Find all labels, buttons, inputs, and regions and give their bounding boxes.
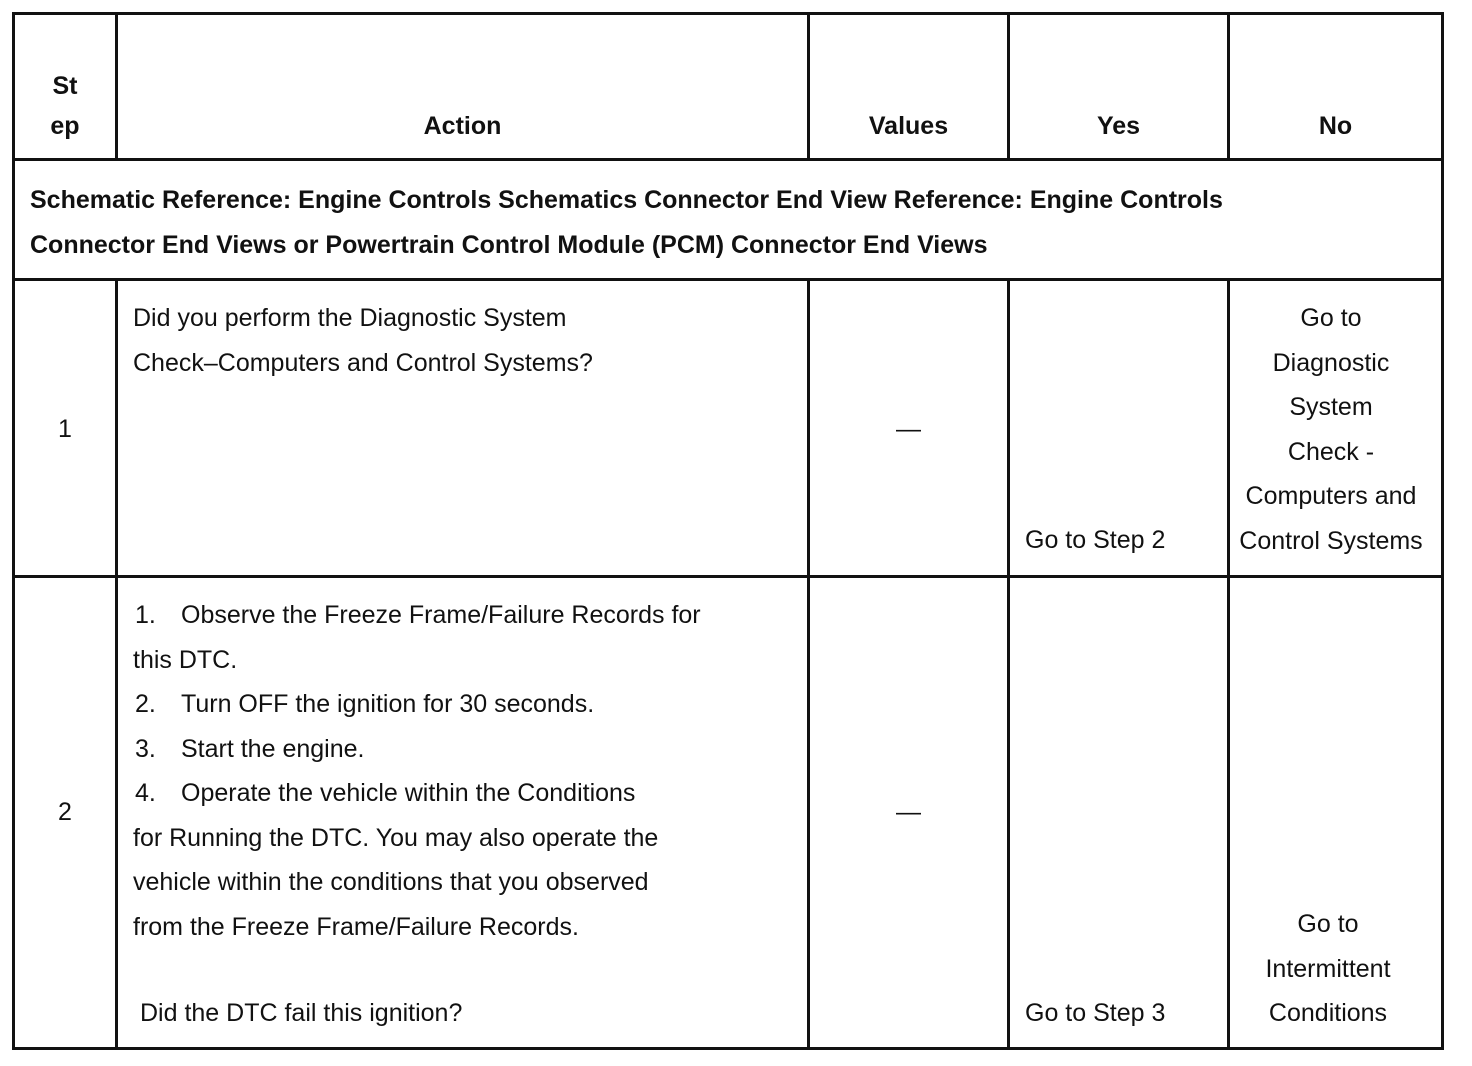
values-cell: — [896, 798, 921, 826]
header-yes-label: Yes [1096, 112, 1141, 140]
values-cell: — [896, 415, 921, 443]
list-number: 4. [135, 779, 156, 807]
list-item-continuation [133, 638, 798, 683]
list-text: Observe the Freeze Frame/Failure Records for [181, 601, 701, 629]
list-number: 3. [135, 734, 156, 763]
action-steps-list [133, 593, 798, 816]
column-divider [1007, 278, 1010, 1047]
header-values-label: Values [868, 112, 949, 140]
yes-cell: Go to Step 2 [1025, 526, 1166, 554]
no-line: Diagnostic [1272, 348, 1390, 377]
no-line: Conditions [1268, 999, 1388, 1027]
list-item [133, 682, 798, 727]
column-divider [115, 278, 118, 1047]
step-number: 2 [58, 798, 72, 826]
action-text [133, 593, 798, 949]
no-cell [1230, 902, 1426, 1036]
yes-cell: Go to Step 3 [1025, 999, 1166, 1027]
no-line: Check - [1287, 437, 1375, 466]
header-no-label: No [1318, 112, 1353, 140]
no-line: Control Systems [1239, 526, 1423, 555]
diagnostic-table [12, 12, 1444, 1050]
step-number: 1 [58, 415, 72, 443]
no-line: Intermittent [1265, 954, 1391, 983]
list-number: 1. [135, 601, 156, 629]
no-line: Go to [1300, 304, 1362, 332]
no-line: System [1289, 393, 1373, 421]
header-values [810, 15, 1007, 158]
header-step [15, 15, 115, 158]
action-line: from the Freeze Frame/Failure Records. [133, 912, 579, 941]
header-yes [1010, 15, 1227, 158]
column-divider [807, 278, 810, 1047]
reference-note [30, 178, 1430, 267]
header-action [118, 15, 807, 158]
header-step-line: St [52, 72, 78, 100]
action-line: Did you perform the Diagnostic System [133, 304, 567, 332]
header-step-line: ep [50, 112, 80, 140]
header-no [1230, 15, 1441, 158]
action-line: vehicle within the conditions that you observed [133, 868, 649, 896]
list-item [133, 593, 798, 638]
list-item [133, 771, 798, 816]
reference-line: Schematic Reference: Engine Controls Schematics Connector End View Reference: Engine Controls [30, 186, 1223, 214]
list-number: 2. [135, 690, 156, 718]
list-text: this DTC. [133, 645, 238, 674]
action-text [133, 296, 793, 385]
list-text: Turn OFF the ignition for 30 seconds. [181, 690, 595, 718]
action-line: Check–Computers and Control Systems? [133, 348, 593, 377]
no-line: Go to [1297, 910, 1359, 938]
reference-line: Connector End Views or Powertrain Control Module (PCM) Connector End Views [30, 230, 988, 259]
action-line: for Running the DTC. You may also operate the [133, 823, 659, 852]
action-question: Did the DTC fail this ignition? [140, 999, 463, 1027]
list-text: Operate the vehicle within the Conditions [181, 779, 636, 807]
list-item [133, 727, 798, 772]
header-action-label: Action [423, 112, 502, 140]
list-text: Start the engine. [181, 734, 365, 763]
no-line: Computers and [1245, 482, 1417, 510]
no-cell [1230, 296, 1432, 563]
